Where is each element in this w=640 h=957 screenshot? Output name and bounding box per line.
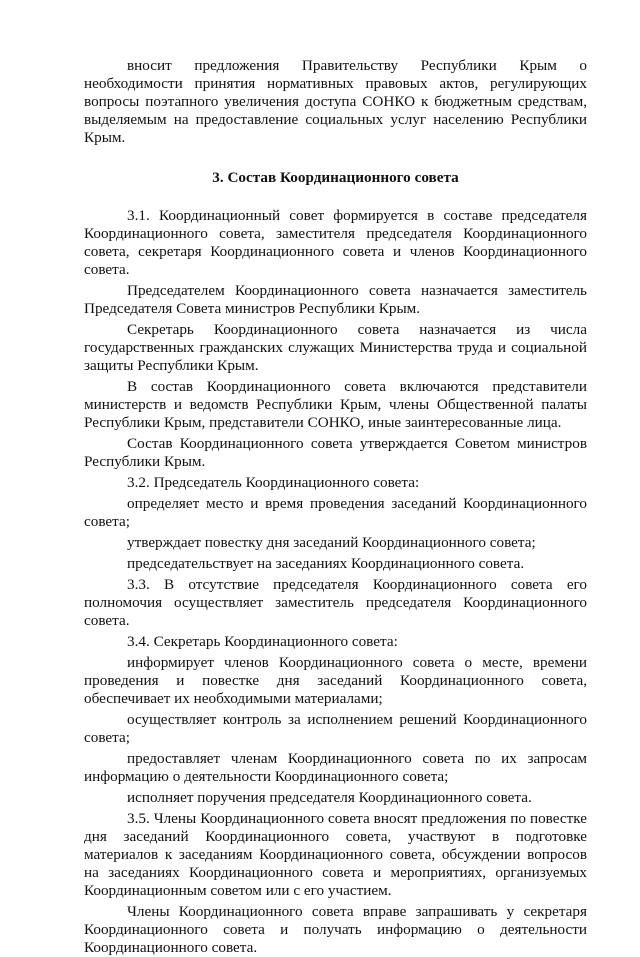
paragraph-3-1: 3.1. Координационный совет формируется в составе председателя Координационного совета, заместителя председателя Координационного совета, секретаря Координационного совета и членов Координационного совета. [84,207,587,278]
paragraph-3-4: 3.4. Секретарь Координационного совета: [127,633,398,650]
paragraph-approval: Состав Координационного совета утверждается Советом министров Республики Крым. [84,435,587,470]
intro-paragraph: вносит предложения Правительству Республики Крым о необходимости принятия нормативных правовых актов, регулирующих вопросы поэтапного увеличения доступа СОНКО к бюджетным средствам, выделяемым на предоставление социальных услуг населению Республики Крым. [84,57,587,146]
list-item-chairman-3: председательствует на заседаниях Координационного совета. [127,555,525,572]
list-item-chairman-1: определяет место и время проведения заседаний Координационного совета; [84,495,587,530]
list-item-secretary-4: исполняет поручения председателя Координационного совета. [127,789,532,806]
paragraph-secretary: Секретарь Координационного совета назначается из числа государственных гражданских служащих Министерства труда и социальной защиты Республики Крым. [84,321,587,374]
paragraph-members-rights: Члены Координационного совета вправе запрашивать у секретаря Координационного совета и получать информацию о деятельности Координационного совета. [84,903,587,956]
list-item-chairman-2: утверждает повестку дня заседаний Координационного совета; [127,534,536,551]
list-item-secretary-1: информирует членов Координационного совета о месте, времени проведения и повестке дня заседаний Координационного совета, обеспечивает их необходимыми материалами; [84,654,587,707]
list-item-secretary-2: осуществляет контроль за исполнением решений Координационного совета; [84,711,587,746]
list-item-secretary-3: предоставляет членам Координационного совета по их запросам информацию о деятельности Координационного совета; [84,750,587,785]
paragraph-members: В состав Координационного совета включаются представители министерств и ведомств Республики Крым, члены Общественной палаты Республики Крым, представители СОНКО, иные заинтересованные лица. [84,378,587,431]
paragraph-3-2: 3.2. Председатель Координационного совета: [127,474,420,491]
paragraph-3-5: 3.5. Члены Координационного совета вносят предложения по повестке дня заседаний Координационного совета, участвуют в подготовке материалов к заседаниям Координационного совета, обсуждении вопросов на заседаниях Координационного совета и мероприятиях, организуемых Координационным советом или с его участием. [84,810,587,899]
section-title: 3. Состав Координационного совета [212,169,459,186]
document-page [84,57,587,957]
paragraph-chairman: Председателем Координационного совета назначается заместитель Председателя Совета министров Республики Крым. [84,282,587,317]
paragraph-3-3: 3.3. В отсутствие председателя Координационного совета его полномочия осуществляет заместитель председателя Координационного совета. [84,576,587,629]
